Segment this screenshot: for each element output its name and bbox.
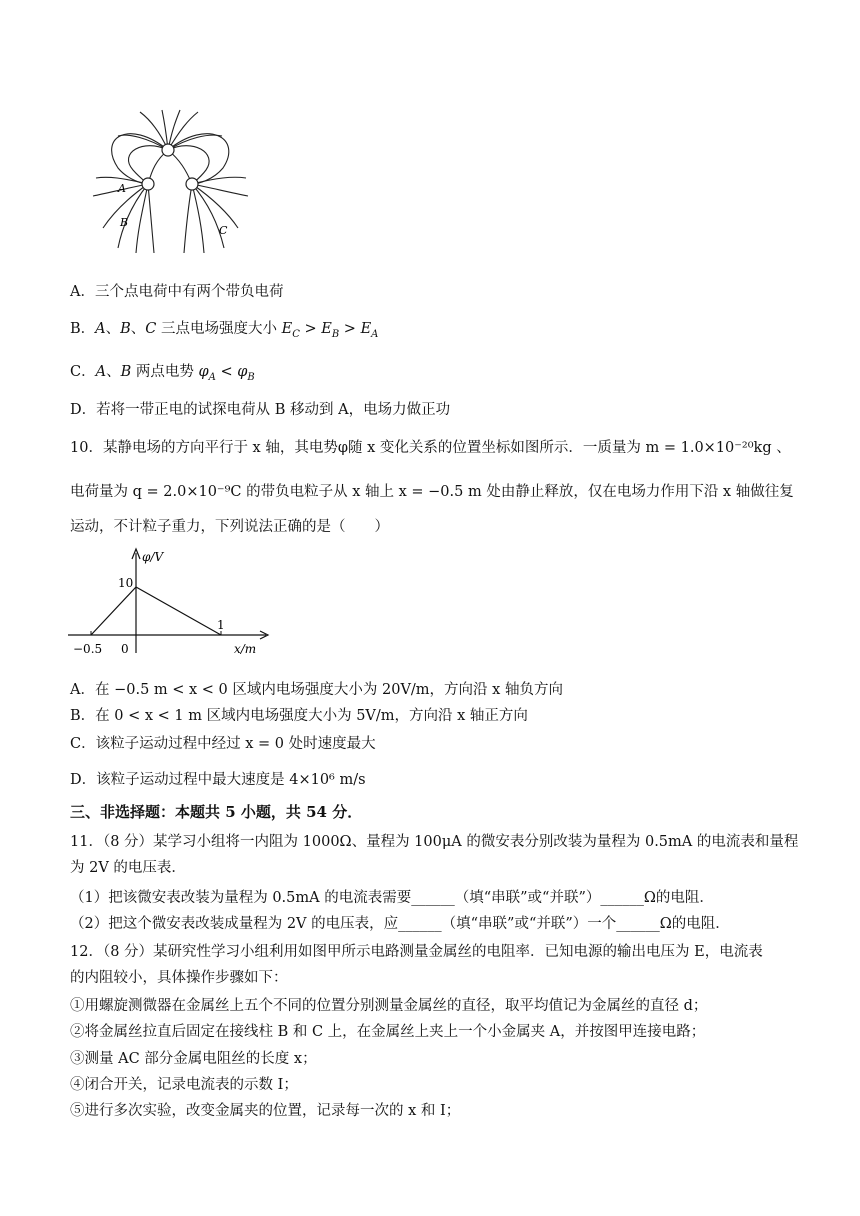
- q10-stem-line2: 电荷量为 q = 2.0×10⁻⁹C 的带负电粒子从 x 轴上 x = −0.5 m 处由静止释放，仅在电场力作用下沿 x 轴做往复: [70, 484, 794, 500]
- q9-option-c: C．A、B 两点电势 $\varphi_A < \varphi_B$: [70, 364, 255, 383]
- phi-x-graph: [66, 545, 276, 660]
- q12-step2: ②将金属丝拉直后固定在接线柱 B 和 C 上，在金属丝上夹上一个小金属夹 A，并按图甲连接电路；: [70, 1024, 706, 1040]
- y-axis-label: φ/V: [142, 550, 164, 564]
- q9-option-b: B．A、B、C 三点电场强度大小 $E_C > E_B > E_A$: [70, 321, 379, 340]
- tick-y-10: 10: [118, 576, 134, 590]
- q10-option-a: A．在 −0.5 m < x < 0 区域内电场强度大小为 20V/m，方向沿 x 轴负方向: [70, 682, 563, 698]
- q11-line2: 为 2V 的电压表．: [70, 860, 186, 876]
- q9-option-d: D．若将一带正电的试探电荷从 B 移动到 A，电场力做正功: [70, 402, 451, 418]
- tick-x-neg: −0.5: [73, 642, 103, 656]
- q10-option-b: B．在 0 < x < 1 m 区域内电场强度大小为 5V/m，方向沿 x 轴正方向: [70, 708, 528, 724]
- q12-step5: ⑤进行多次实验，改变金属夹的位置，记录每一次的 x 和 I；: [70, 1103, 461, 1119]
- label-b: B: [120, 216, 129, 229]
- q11-sub1: （1）把该微安表改装为量程为 0.5mA 的电流表需要______（填“串联”或“并联”）______Ω的电阻．: [70, 890, 714, 906]
- section3-heading: 三、非选择题：本题共 5 小题，共 54 分．: [70, 803, 363, 821]
- label-a: A: [118, 182, 126, 195]
- q12-step1: ①用螺旋测微器在金属丝上五个不同的位置分别测量金属丝的直径，取平均值记为金属丝的直径 d；: [70, 998, 708, 1014]
- q12-step4: ④闭合开关，记录电流表的示数 I；: [70, 1077, 298, 1093]
- q12-line1: 12．（8 分）某研究性学习小组利用如图甲所示电路测量金属丝的电阻率．已知电源的输出电压为 E，电流表: [70, 944, 763, 960]
- q12-line2: 的内阻较小，具体操作步骤如下：: [70, 970, 288, 986]
- q10-stem-line3: 运动，不计粒子重力，下列说法正确的是（ ）: [70, 519, 389, 535]
- tick-x-one: 1: [217, 618, 225, 632]
- label-c: C: [219, 224, 228, 237]
- q9-option-a: A．三个点电荷中有两个带负电荷: [70, 284, 284, 300]
- q11-line1: 11．（8 分）某学习小组将一内阻为 1000Ω、量程为 100μA 的微安表分别改装为量程为 0.5mA 的电流表和量程: [70, 834, 799, 850]
- field-line-diagram: [88, 108, 253, 258]
- q10-stem-line1: 10．某静电场的方向平行于 x 轴，其电势φ随 x 变化关系的位置坐标如图所示．一质量为 m = 1.0×10⁻²⁰kg 、: [70, 440, 791, 456]
- q10-option-d: D．该粒子运动过程中最大速度是 4×10⁶ m/s: [70, 772, 366, 788]
- tick-x-zero: 0: [121, 642, 129, 656]
- q11-sub2: （2）把这个微安表改装成量程为 2V 的电压表，应______（填“串联”或“并联”）一个______Ω的电阻．: [70, 916, 730, 932]
- x-axis-label: x/m: [234, 642, 257, 656]
- q10-option-c: C．该粒子运动过程中经过 x = 0 处时速度最大: [70, 736, 376, 752]
- q12-step3: ③测量 AC 部分金属电阻丝的长度 x；: [70, 1051, 317, 1067]
